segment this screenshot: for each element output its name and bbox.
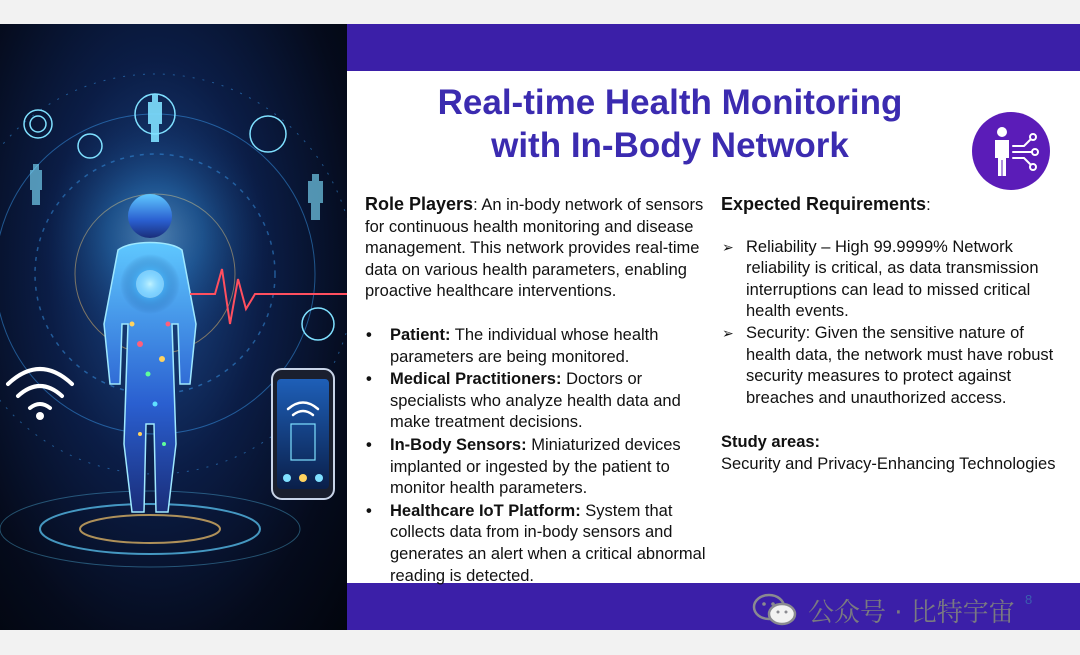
person-network-icon — [972, 112, 1050, 190]
role-players-heading: Role Players — [365, 194, 474, 214]
bullet-icon: • — [366, 501, 372, 520]
arrow-bullet-icon: ➢ — [722, 238, 734, 255]
hero-illustration — [0, 24, 347, 630]
page-number: 8 — [1025, 592, 1033, 607]
role-term: In-Body Sensors: — [390, 435, 527, 454]
study-areas-body: Security and Privacy-Enhancing Technologies — [721, 454, 1056, 473]
slide — [0, 24, 1080, 630]
role-desc: The individual whose health parameters are being monitored. — [390, 325, 659, 366]
bullet-icon: • — [366, 370, 372, 389]
bullet-icon: • — [366, 435, 372, 454]
role-term: Patient: — [390, 325, 451, 344]
requirement-text: Security: Given the sensitive nature of health data, the network must have robust security measures to protect against breaches and unauthorized access. — [746, 323, 1054, 407]
requirements-column — [721, 194, 1061, 476]
watermark — [752, 590, 1015, 630]
requirements-list — [721, 237, 1061, 410]
arrow-bullet-icon: ➢ — [722, 324, 734, 341]
list-item — [365, 325, 710, 368]
role-term: Medical Practitioners: — [390, 370, 562, 389]
body-network-illustration — [0, 24, 347, 630]
role-desc: Doctors or specialists who analyze health data and make treatment decisions. — [390, 370, 681, 432]
role-desc: Miniaturized devices implanted or ingested by the patient to monitor health parameters. — [390, 435, 681, 498]
role-desc: System that collects data from in-body sensors and generates an alert when a critical abnormal reading is detected. — [390, 501, 706, 585]
header-accent-bar — [347, 24, 1080, 71]
role-term: Healthcare IoT Platform: — [390, 501, 581, 520]
bullet-icon: • — [366, 325, 372, 344]
list-item — [365, 435, 710, 500]
network-person-badge — [972, 112, 1050, 190]
requirements-heading: Expected Requirements — [721, 194, 927, 214]
requirement-text: Reliability – High 99.9999% Network reliability is critical, as data transmission interruptions can lead to missed critical health events. — [746, 237, 1039, 321]
wechat-icon — [752, 593, 798, 627]
requirements-heading-colon: : — [926, 196, 931, 214]
role-players-description: : An in-body network of sensors for continuous health monitoring and disease management. This network provides real-time data on various health parameters, enabling proactive healthcare interventions. — [365, 196, 704, 301]
list-item — [721, 237, 1061, 323]
smartphone-icon — [272, 369, 334, 499]
list-item — [365, 369, 710, 434]
list-item — [721, 323, 1061, 409]
title-line-1: Real-time Health Monitoring — [437, 83, 903, 122]
study-areas-title: Study areas: — [721, 433, 821, 452]
list-item — [365, 501, 710, 587]
role-players-column — [365, 194, 710, 588]
watermark-text: 公众号 · 比特宇宙 — [808, 597, 1015, 628]
requirements-heading-row — [721, 194, 1061, 217]
slide-title — [380, 81, 960, 167]
role-players-list — [365, 325, 710, 587]
role-players-intro — [365, 194, 710, 303]
title-line-2: with In-Body Network — [491, 126, 849, 165]
